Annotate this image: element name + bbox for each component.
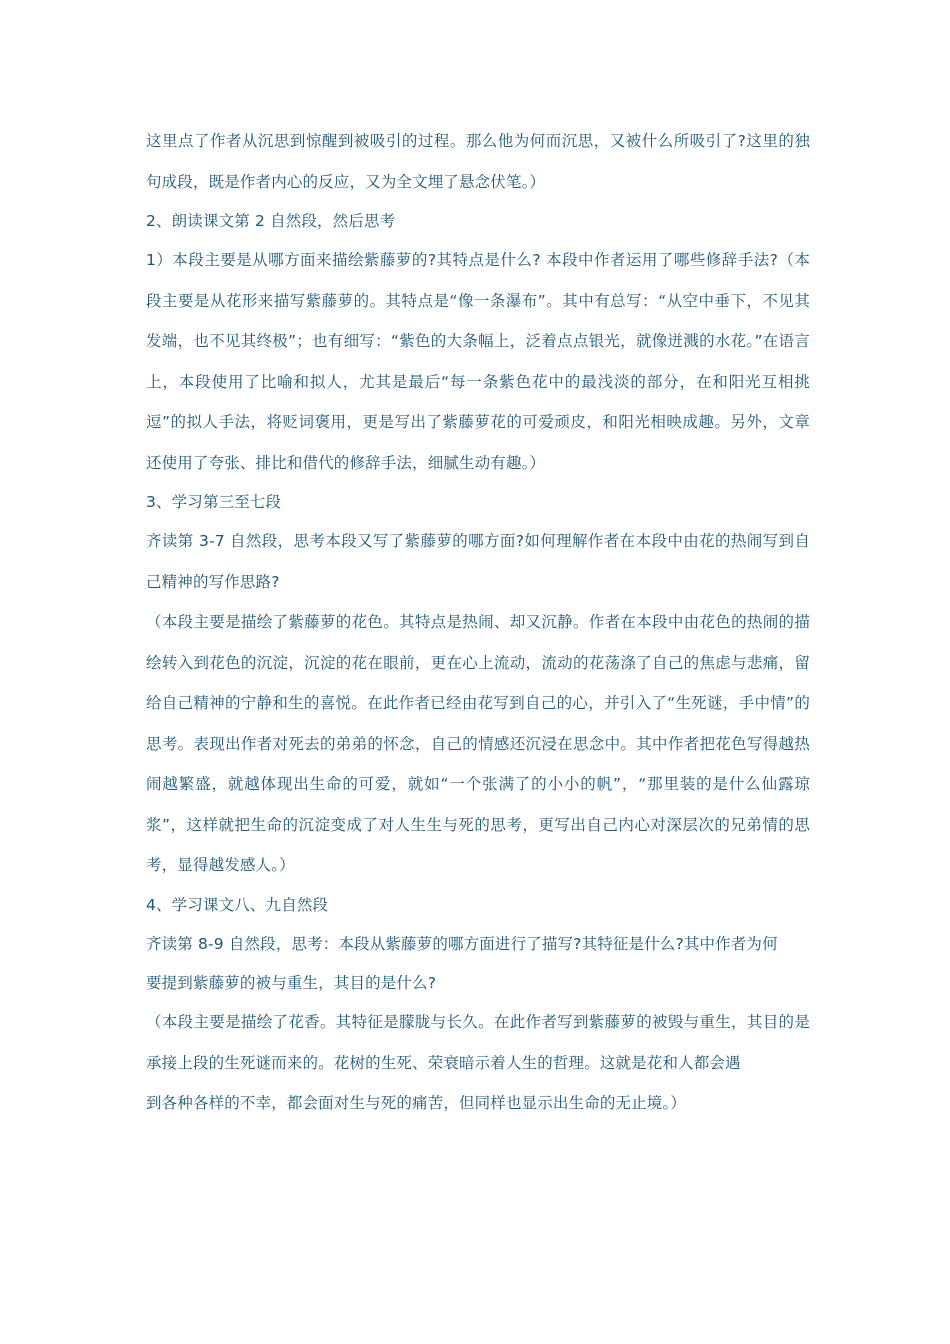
answer-section-4-part-1: （本段主要是描绘了花香。其特征是朦胧与长久。在此作者写到紫藤萝的被毁与重生，其目的是承接上段的生死谜而来的。花树的生死、荣衰暗示着人生的哲理。这就是花和人都会遇	[146, 1013, 810, 1072]
section-heading-3: 3、学习第三至七段	[146, 493, 282, 511]
paragraph-intro-continuation: 这里点了作者从沉思到惊醒到被吸引的过程。那么他为何而沉思，又被什么所吸引了?这里的独句成段，既是作者内心的反应，又为全文埋了悬念伏笔。）	[146, 132, 810, 191]
document-body	[146, 121, 810, 1124]
answer-section-3: （本段主要是描绘了紫藤萝的花色。其特点是热闹、却又沉静。作者在本段中由花色的热闹的描绘转入到花色的沉淀，沉淀的花在眼前，更在心上流动，流动的花荡涤了自己的焦虑与悲痛，留给自己精神的宁静和生的喜悦。在此作者已经由花写到自己的心，并引入了“生死谜，手中情”的思考。表现出作者对死去的弟弟的怀念，自己的情感还沉浸在思念中。其中作者把花色写得越热闹越繁盛，就越体现出生命的可爱，就如“一个张满了的小小的帆”，“那里装的是什么仙露琼浆”，这样就把生命的沉淀变成了对人生生与死的思考，更写出自己内心对深层次的兄弟情的思考，显得越发感人。）	[146, 613, 810, 874]
section-heading-4: 4、学习课文八、九自然段	[146, 895, 329, 914]
section-heading-2: 2、朗读课文第 2 自然段，然后思考	[146, 212, 396, 230]
question-section-4-part-2: 要提到紫藤萝的被与重生，其目的是什么?	[146, 974, 437, 992]
question-section-3: 齐读第 3-7 自然段，思考本段又写了紫藤萝的哪方面?如何理解作者在本段中由花的热闹写到自己精神的写作思路?	[146, 532, 810, 591]
question-section-4-part-1: 齐读第 8-9 自然段，思考：本段从紫藤萝的哪方面进行了描写?其特征是什么?其中作者为何	[146, 934, 778, 953]
paragraph-section-2: 1）本段主要是从哪方面来描绘紫藤萝的?其特点是什么? 本段中作者运用了哪些修辞手法?（本段主要是从花形来描写紫藤萝的。其特点是“像一条瀑布”。其中有总写：“从空中垂下，不见其发端，也不见其终极”；也有细写：“紫色的大条幅上，泛着点点银光，就像迸溅的水花。”在语言上，本段使用了比喻和拟人，尤其是最后“每一条紫色花中的最浅淡的部分，在和阳光互相挑逗”的拟人手法，将贬词褒用，更是写出了紫藤萝花的可爱顽皮，和阳光相映成趣。另外，文章还使用了夸张、排比和借代的修辞手法，细腻生动有趣。）	[146, 251, 810, 472]
answer-section-4-part-2: 到各种各样的不幸，都会面对生与死的痛苦，但同样也显示出生命的无止境。）	[146, 1094, 687, 1112]
